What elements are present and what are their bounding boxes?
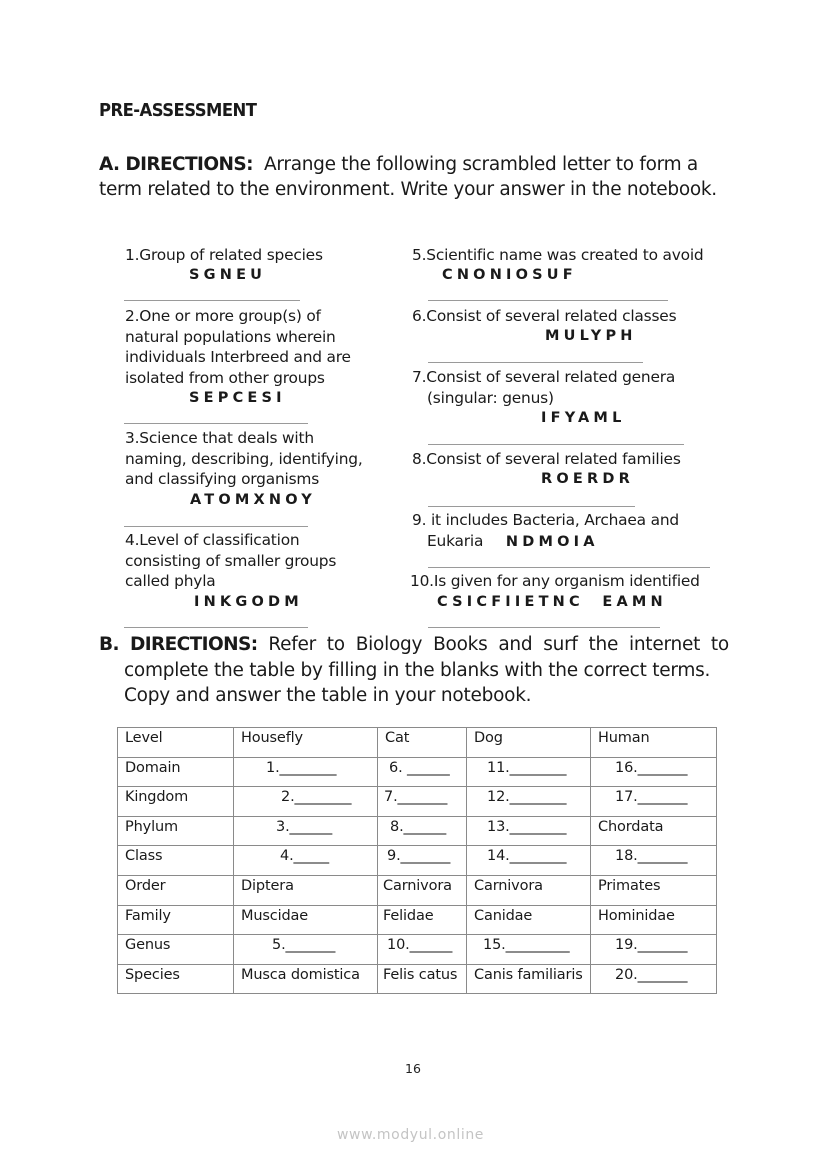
- question-4: 4.Level of classification consisting of smaller groups called phyla: [125, 531, 337, 590]
- table-row: Kingdom 2.________ 7._______ 12.________ 17._______: [118, 787, 717, 817]
- section-b-label: B. DIRECTIONS:: [99, 634, 258, 655]
- scrambled-word-10: CSICFIIETNC EAMN: [437, 594, 667, 610]
- table-row: Family Muscidae Felidae Canidae Hominidae: [118, 905, 717, 935]
- scrambled-word-2: SEPCESI: [189, 390, 286, 406]
- question-2: 2.One or more group(s) of natural populations wherein individuals Interbreed and are isolated from other groups: [125, 307, 351, 387]
- answer-line-10[interactable]: [428, 627, 660, 628]
- scrambled-word-9: NDMOIA: [505, 533, 599, 550]
- question-1: 1.Group of related species: [125, 246, 323, 264]
- table-row: Species Musca domistica Felis catus Canis familiaris 20._______: [118, 964, 717, 994]
- scrambled-word-6: MULYPH: [545, 328, 637, 344]
- question-9: 9. it includes Bacteria, Archaea and Eukaria NDMOIA: [412, 511, 679, 550]
- table-row: Genus 5._______ 10.______ 15._________ 19._______: [118, 935, 717, 965]
- answer-line-9[interactable]: [428, 567, 710, 568]
- header-dog: Dog: [467, 728, 591, 758]
- scrambled-word-4: INKGODM: [194, 594, 303, 610]
- question-10: 10.Is given for any organism identified: [410, 572, 700, 590]
- scrambled-word-3: ATOMXNOY: [190, 492, 316, 508]
- section-a-directions: [99, 153, 739, 202]
- answer-line-8[interactable]: [428, 506, 635, 507]
- scrambled-word-5: CNONIOSUF: [442, 267, 577, 283]
- answer-line-1[interactable]: [124, 300, 300, 301]
- section-a-label: A. DIRECTIONS:: [99, 154, 253, 175]
- answer-line-5[interactable]: [428, 300, 668, 301]
- answer-line-4[interactable]: [124, 627, 308, 628]
- question-8: 8.Consist of several related families: [412, 450, 681, 468]
- question-7: 7.Consist of several related genera (singular: genus): [412, 368, 676, 407]
- answer-line-6[interactable]: [428, 362, 643, 363]
- question-5: 5.Scientific name was created to avoid: [412, 246, 704, 264]
- table-row: Order Diptera Carnivora Carnivora Primates: [118, 875, 717, 905]
- header-cat: Cat: [378, 728, 467, 758]
- answer-line-7[interactable]: [428, 444, 684, 445]
- question-3: 3.Science that deals with naming, describing, identifying, and classifying organisms: [125, 429, 363, 488]
- table-row: Phylum 3.______ 8.______ 13.________ Chordata: [118, 816, 717, 846]
- scrambled-word-7: IFYAML: [541, 410, 626, 426]
- watermark: www.modyul.online: [337, 1127, 485, 1143]
- answer-line-2[interactable]: [124, 423, 308, 424]
- page-title: PRE-ASSESSMENT: [99, 101, 257, 121]
- header-housefly: Housefly: [234, 728, 378, 758]
- section-b-directions: B. DIRECTIONS: Refer to Biology Books and surf the internet to complete the table by filling in the blanks with the correct terms. Copy and answer the table in your notebook.: [99, 634, 729, 706]
- answer-line-3[interactable]: [124, 526, 308, 527]
- section-a-text: Arrange the following scrambled letter to form a term related to the environment. Write your answer in the notebook.: [99, 154, 717, 200]
- page-number: 16: [405, 1061, 421, 1076]
- scrambled-word-1: SGNEU: [189, 267, 267, 283]
- table-row: Domain 1.________ 6. ______ 11.________ 16._______: [118, 757, 717, 787]
- header-level: Level: [118, 728, 234, 758]
- header-human: Human: [591, 728, 717, 758]
- table-header-row: [118, 728, 717, 758]
- taxonomy-table: [117, 727, 717, 994]
- table-row: Class 4._____ 9._______ 14.________ 18._______: [118, 846, 717, 876]
- scrambled-word-8: ROERDR: [541, 471, 634, 487]
- question-6: 6.Consist of several related classes: [412, 307, 677, 325]
